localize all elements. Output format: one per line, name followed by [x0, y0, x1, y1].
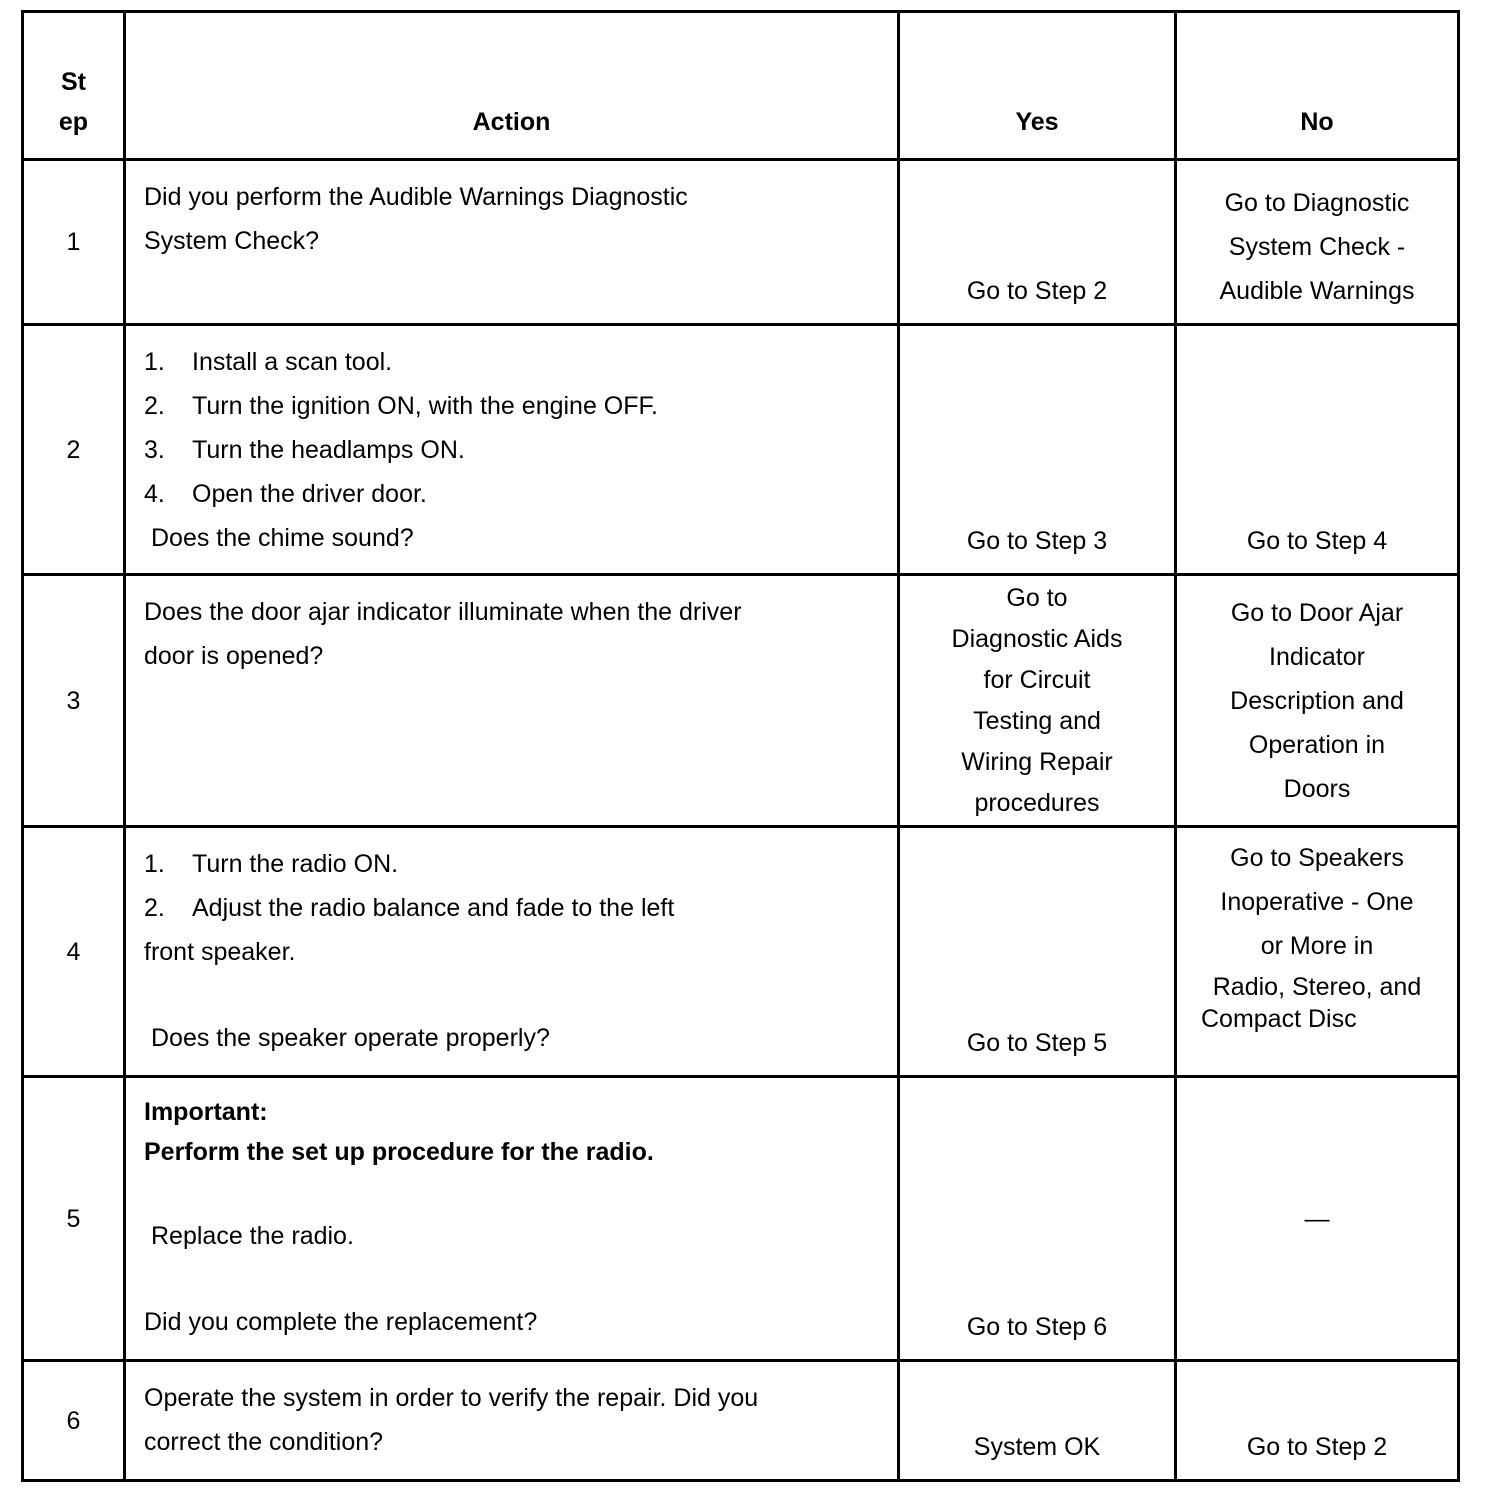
list-text: Open the driver door. — [192, 480, 427, 508]
action-line: correct the condition? — [144, 1428, 384, 1456]
table-row — [23, 1361, 1459, 1481]
no-dash: — — [1304, 1204, 1330, 1233]
yes-line: Go to Step 6 — [966, 1313, 1108, 1341]
action-cell — [125, 1361, 899, 1481]
no-line: Radio, Stereo, and — [1212, 973, 1422, 1001]
action-question: Does the chime sound? — [151, 524, 414, 552]
list-number: 1. — [144, 850, 165, 878]
action-cell — [125, 827, 899, 1077]
action-list-item — [144, 384, 887, 428]
step-number: 4 — [23, 827, 125, 1077]
list-text: Install a scan tool. — [192, 348, 393, 376]
yes-cell — [899, 1077, 1176, 1361]
list-text: Turn the headlamps ON. — [192, 436, 465, 464]
yes-line: Wiring Repair — [961, 747, 1113, 776]
table-row — [23, 160, 1459, 325]
table-row — [23, 1077, 1459, 1361]
table-row — [23, 325, 1459, 575]
step-header-line-2: ep — [58, 108, 89, 136]
step-number: 5 — [23, 1077, 125, 1361]
action-column-header: Action — [125, 12, 899, 160]
no-column-header: No — [1176, 12, 1459, 160]
no-cell — [1176, 1361, 1459, 1481]
no-line: Go to Diagnostic — [1224, 189, 1410, 217]
no-cell — [1176, 160, 1459, 325]
action-list-item — [144, 842, 887, 886]
action-line: Operate the system in order to verify the repair. Did you — [144, 1384, 759, 1412]
yes-line: Testing and — [973, 706, 1101, 735]
no-line: Indicator — [1269, 642, 1365, 671]
header-row — [23, 12, 1459, 160]
list-number: 3. — [144, 436, 165, 464]
yes-line: Go to Step 5 — [966, 1029, 1108, 1057]
step-number: 3 — [23, 575, 125, 827]
action-question: Did you complete the replacement? — [144, 1308, 538, 1336]
no-cell — [1176, 827, 1459, 1077]
no-line: Compact Disc — [1201, 1005, 1357, 1033]
list-number: 4. — [144, 480, 165, 508]
yes-line: procedures — [974, 788, 1100, 817]
yes-line: System OK — [973, 1433, 1101, 1461]
yes-line: Diagnostic Aids — [951, 624, 1123, 653]
action-question: Does the speaker operate properly? — [151, 1024, 550, 1052]
no-cell — [1176, 575, 1459, 827]
list-text: Adjust the radio balance and fade to the left — [192, 894, 675, 922]
yes-line: Go to Step 3 — [966, 527, 1108, 555]
yes-column-header: Yes — [899, 12, 1176, 160]
yes-cell — [899, 160, 1176, 325]
no-line: Doors — [1283, 774, 1351, 803]
step-number: 1 — [23, 160, 125, 325]
yes-cell — [899, 575, 1176, 827]
no-line: or More in — [1260, 932, 1374, 960]
step-header-line-1: St — [61, 68, 86, 96]
action-line: door is opened? — [144, 642, 324, 670]
action-cell — [125, 1077, 899, 1361]
diagnostic-table — [21, 10, 1460, 1482]
yes-line: for Circuit — [983, 665, 1091, 694]
table-row — [23, 575, 1459, 827]
action-line: Does the door ajar indicator illuminate when the driver — [144, 598, 742, 626]
no-line: Go to Step 4 — [1246, 527, 1388, 555]
list-number: 1. — [144, 348, 165, 376]
action-list-item — [144, 340, 887, 384]
action-cell — [125, 160, 899, 325]
action-instruction: Replace the radio. — [151, 1222, 354, 1250]
yes-cell — [899, 827, 1176, 1077]
action-list-item — [144, 428, 887, 472]
important-text: Perform the set up procedure for the radio. — [144, 1138, 654, 1166]
step-number: 2 — [23, 325, 125, 575]
no-line: Operation in — [1248, 730, 1386, 759]
no-line: Go to Step 2 — [1246, 1433, 1388, 1461]
action-cell — [125, 575, 899, 827]
yes-line: Go to — [1006, 583, 1068, 612]
action-line: Did you perform the Audible Warnings Diagnostic — [144, 183, 688, 211]
action-cell — [125, 325, 899, 575]
action-list-item — [144, 886, 887, 930]
yes-cell — [899, 1361, 1176, 1481]
table-row — [23, 827, 1459, 1077]
no-cell — [1176, 325, 1459, 575]
list-text: Turn the ignition ON, with the engine OFF. — [192, 392, 658, 420]
list-number: 2. — [144, 392, 165, 420]
list-text: Turn the radio ON. — [192, 850, 399, 878]
no-line: Audible Warnings — [1219, 277, 1415, 305]
action-continuation: front speaker. — [144, 938, 296, 966]
list-number: 2. — [144, 894, 165, 922]
yes-cell — [899, 325, 1176, 575]
no-line: System Check - — [1228, 233, 1406, 261]
action-line: System Check? — [144, 227, 320, 255]
important-label: Important: — [144, 1098, 268, 1126]
action-list-item — [144, 472, 887, 516]
no-line: Go to Speakers — [1230, 844, 1404, 872]
step-number: 6 — [23, 1361, 125, 1481]
no-line: Go to Door Ajar — [1230, 598, 1404, 627]
no-line: Inoperative - One — [1220, 888, 1414, 916]
step-column-header — [23, 12, 125, 160]
no-cell — [1176, 1077, 1459, 1361]
yes-line: Go to Step 2 — [966, 277, 1108, 305]
no-line: Description and — [1230, 686, 1404, 715]
